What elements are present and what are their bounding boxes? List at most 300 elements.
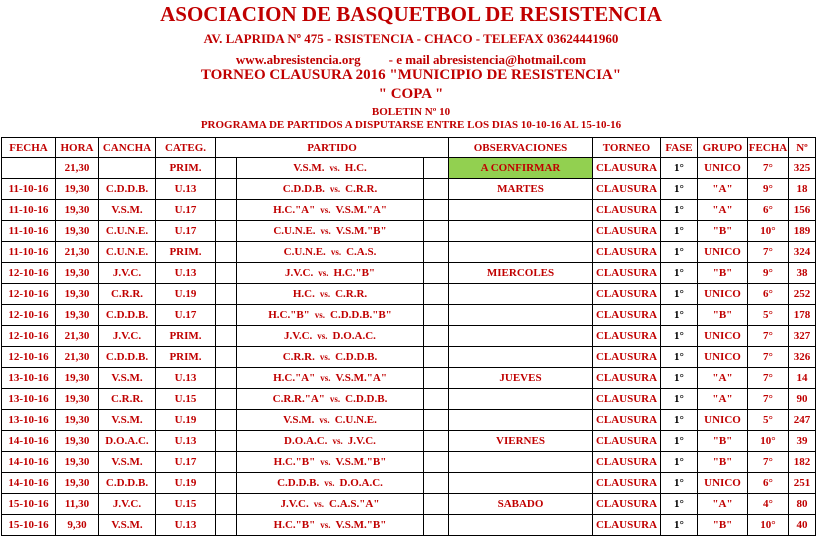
contact-line [0,52,822,68]
cell-spacer-right [424,158,449,179]
website-link[interactable]: www.abresistencia.org [235,52,361,67]
cell-categ: U.17 [156,452,216,473]
away-team: C.A.S. [346,246,377,258]
cell-grupo: "B" [698,221,748,242]
cell-cancha: J.V.C. [99,494,156,515]
cell-observaciones [449,221,593,242]
versus-label: vs. [324,478,335,488]
versus-label: vs. [329,394,341,404]
away-team: D.O.A.C. [339,477,383,489]
cell-numero: 182 [789,452,816,473]
cell-fecha-numero: 7° [748,158,789,179]
table-row [2,431,816,452]
table-row [2,263,816,284]
versus-label: vs. [320,520,331,530]
cell-hora: 19,30 [56,179,99,200]
versus-label: vs. [313,499,325,509]
cell-fase: 1° [661,200,698,221]
away-team: J.V.C. [347,435,376,447]
cell-spacer-right [424,452,449,473]
cell-torneo: CLAUSURA [593,515,661,536]
cell-observaciones: VIERNES [449,431,593,452]
cell-hora: 21,30 [56,326,99,347]
cell-grupo: "A" [698,494,748,515]
cell-fecha: 12-10-16 [2,347,56,368]
cell-spacer-left [216,473,237,494]
cell-fecha [2,158,56,179]
cell-cancha: C.R.R. [99,389,156,410]
cell-categ: PRIM. [156,347,216,368]
cell-fecha-numero: 7° [748,347,789,368]
home-team: C.D.D.B. [282,183,325,195]
cell-numero: 326 [789,347,816,368]
cell-categ: U.19 [156,284,216,305]
away-team: H.C."B" [333,267,376,279]
cell-fecha: 11-10-16 [2,221,56,242]
versus-label: vs. [320,226,331,236]
home-team: C.U.N.E. [273,225,316,237]
col-header-cancha: CANCHA [99,138,156,158]
cell-fecha: 15-10-16 [2,515,56,536]
cell-torneo: CLAUSURA [593,452,661,473]
cell-fecha-numero: 7° [748,389,789,410]
tournament-title: TORNEO CLAUSURA 2016 "MUNICIPIO DE RESISTENCIA" [200,67,622,83]
cell-observaciones [449,410,593,431]
cell-grupo: "B" [698,431,748,452]
cell-fase: 1° [661,473,698,494]
cell-numero: 156 [789,200,816,221]
cell-spacer-left [216,221,237,242]
cell-spacer-left [216,158,237,179]
cell-spacer-left [216,494,237,515]
cell-spacer-left [216,431,237,452]
cell-hora: 19,30 [56,431,99,452]
cell-observaciones [449,452,593,473]
cell-torneo: CLAUSURA [593,389,661,410]
cell-categ: U.19 [156,473,216,494]
table-row [2,200,816,221]
cell-fase: 1° [661,431,698,452]
cell-spacer-left [216,263,237,284]
table-row [2,473,816,494]
cell-partido [237,368,424,389]
cell-fase: 1° [661,347,698,368]
cell-observaciones [449,515,593,536]
cell-numero: 14 [789,368,816,389]
cell-partido [237,473,424,494]
away-team: V.S.M."B" [335,456,387,468]
schedule-table [1,137,816,536]
cell-cancha [99,158,156,179]
versus-label: vs. [330,247,342,257]
cell-torneo: CLAUSURA [593,305,661,326]
table-row [2,389,816,410]
cell-categ: U.15 [156,389,216,410]
cell-cancha: C.U.N.E. [99,242,156,263]
cell-spacer-left [216,452,237,473]
cell-categ: U.15 [156,494,216,515]
cell-observaciones [449,200,593,221]
table-row [2,347,816,368]
cell-numero: 40 [789,515,816,536]
table-row [2,284,816,305]
cell-spacer-right [424,221,449,242]
cell-partido [237,410,424,431]
cell-torneo: CLAUSURA [593,326,661,347]
col-header-numero: Nº [789,138,816,158]
home-team: H.C. [292,288,315,300]
cell-hora: 19,30 [56,410,99,431]
cell-cancha: J.V.C. [99,326,156,347]
table-row [2,326,816,347]
versus-label: vs. [329,163,340,173]
cell-cancha: C.D.D.B. [99,473,156,494]
cell-spacer-right [424,305,449,326]
cell-hora: 19,30 [56,452,99,473]
col-header-partido: PARTIDO [216,138,449,158]
versus-label: vs. [319,352,331,362]
cell-torneo: CLAUSURA [593,242,661,263]
cell-observaciones [449,347,593,368]
cell-spacer-right [424,431,449,452]
cell-partido [237,389,424,410]
table-row [2,158,816,179]
home-team: C.R.R. [282,351,315,363]
table-row [2,305,816,326]
versus-label: vs. [318,268,329,278]
away-team: D.O.A.C. [332,330,376,342]
away-team: C.D.D.B. [335,351,378,363]
away-team: V.S.M."B" [335,225,387,237]
cell-partido [237,200,424,221]
cell-spacer-left [216,284,237,305]
cell-fase: 1° [661,221,698,242]
cell-observaciones [449,389,593,410]
home-team: J.V.C. [280,498,309,510]
cell-fecha: 14-10-16 [2,452,56,473]
cell-spacer-right [424,284,449,305]
cell-numero: 90 [789,389,816,410]
cell-categ: U.17 [156,221,216,242]
cell-partido [237,515,424,536]
cell-cancha: C.R.R. [99,284,156,305]
cell-spacer-left [216,326,237,347]
versus-label: vs. [317,331,328,341]
cell-hora: 9,30 [56,515,99,536]
cell-grupo: "A" [698,200,748,221]
cell-fecha-numero: 6° [748,473,789,494]
cell-spacer-right [424,410,449,431]
cell-hora: 21,30 [56,347,99,368]
cell-hora: 21,30 [56,242,99,263]
versus-label: vs. [319,289,331,299]
cell-observaciones [449,473,593,494]
cell-numero: 324 [789,242,816,263]
cell-observaciones: MARTES [449,179,593,200]
cell-numero: 325 [789,158,816,179]
cell-fecha: 14-10-16 [2,473,56,494]
versus-label: vs. [332,436,343,446]
cell-categ: PRIM. [156,158,216,179]
cell-grupo: UNICO [698,158,748,179]
cell-spacer-right [424,179,449,200]
cell-spacer-right [424,515,449,536]
cell-fecha: 13-10-16 [2,368,56,389]
cup-title: " COPA " [378,86,444,102]
cell-grupo: "B" [698,515,748,536]
cell-spacer-left [216,515,237,536]
cell-hora: 19,30 [56,389,99,410]
association-title: ASOCIACION DE BASQUETBOL DE RESISTENCIA [160,2,662,26]
cell-fase: 1° [661,452,698,473]
cell-hora: 19,30 [56,473,99,494]
cell-spacer-right [424,326,449,347]
cell-fase: 1° [661,494,698,515]
cell-partido [237,326,424,347]
away-team: C.A.S."A" [329,498,380,510]
cell-spacer-right [424,473,449,494]
home-team: D.O.A.C. [284,435,328,447]
cell-torneo: CLAUSURA [593,494,661,515]
table-row [2,179,816,200]
cell-fecha-numero: 9° [748,179,789,200]
cell-spacer-left [216,305,237,326]
cell-fecha: 13-10-16 [2,389,56,410]
cell-fecha-numero: 10° [748,431,789,452]
versus-label: vs. [314,310,326,320]
cell-fecha: 14-10-16 [2,431,56,452]
cell-torneo: CLAUSURA [593,221,661,242]
cell-numero: 327 [789,326,816,347]
cell-fecha: 12-10-16 [2,326,56,347]
cell-fase: 1° [661,179,698,200]
table-row [2,494,816,515]
home-team: H.C."B" [273,519,316,531]
cell-fase: 1° [661,389,698,410]
cell-spacer-left [216,200,237,221]
home-team: V.S.M. [293,162,325,174]
table-row [2,221,816,242]
versus-label: vs. [329,184,341,194]
bulletin-number: BOLETIN Nº 10 [371,106,451,118]
cell-torneo: CLAUSURA [593,158,661,179]
home-team: C.U.N.E. [283,246,326,258]
cell-fase: 1° [661,305,698,326]
cell-spacer-left [216,368,237,389]
table-row [2,515,816,536]
cell-spacer-right [424,347,449,368]
col-header-observaciones: OBSERVACIONES [449,138,593,158]
cell-partido [237,221,424,242]
cell-categ: PRIM. [156,242,216,263]
table-row [2,410,816,431]
cell-fecha: 13-10-16 [2,410,56,431]
cell-fase: 1° [661,410,698,431]
cell-numero: 252 [789,284,816,305]
cell-grupo: "A" [698,368,748,389]
cell-fase: 1° [661,242,698,263]
cell-cancha: J.V.C. [99,263,156,284]
cell-categ: U.13 [156,179,216,200]
cell-hora: 19,30 [56,305,99,326]
cell-numero: 251 [789,473,816,494]
cell-cancha: C.U.N.E. [99,221,156,242]
home-team: J.V.C. [284,330,313,342]
cell-categ: U.17 [156,305,216,326]
cell-spacer-right [424,368,449,389]
table-row [2,242,816,263]
cell-fecha-numero: 5° [748,305,789,326]
cell-hora: 19,30 [56,263,99,284]
cell-spacer-left [216,410,237,431]
table-row [2,452,816,473]
cell-fecha: 12-10-16 [2,284,56,305]
cell-cancha: C.D.D.B. [99,305,156,326]
cell-torneo: CLAUSURA [593,263,661,284]
email-link[interactable]: - e mail abresistencia@hotmail.com [388,52,587,67]
cell-hora: 19,30 [56,368,99,389]
col-header-grupo: GRUPO [698,138,748,158]
cell-fecha: 11-10-16 [2,179,56,200]
cell-partido [237,431,424,452]
cell-observaciones [449,326,593,347]
cell-grupo: "B" [698,263,748,284]
cell-observaciones: A CONFIRMAR [449,158,593,179]
away-team: V.S.M."A" [335,372,387,384]
cell-categ: U.13 [156,431,216,452]
home-team: H.C."B" [268,309,310,321]
cell-spacer-right [424,200,449,221]
away-team: V.S.M."B" [335,519,387,531]
home-team: H.C."A" [273,204,316,216]
cell-torneo: CLAUSURA [593,473,661,494]
away-team: C.D.D.B. [345,393,388,405]
cell-fecha-numero: 7° [748,242,789,263]
cell-fecha: 11-10-16 [2,242,56,263]
home-team: H.C."B" [273,456,316,468]
cell-cancha: C.D.D.B. [99,179,156,200]
cell-spacer-left [216,347,237,368]
cell-grupo: "A" [698,389,748,410]
cell-observaciones [449,305,593,326]
cell-fecha-numero: 10° [748,515,789,536]
cell-cancha: V.S.M. [99,410,156,431]
cell-torneo: CLAUSURA [593,200,661,221]
cell-partido [237,242,424,263]
cell-numero: 189 [789,221,816,242]
versus-label: vs. [319,415,330,425]
cell-grupo: "B" [698,452,748,473]
cell-torneo: CLAUSURA [593,410,661,431]
cell-numero: 38 [789,263,816,284]
cell-categ: U.17 [156,200,216,221]
cell-torneo: CLAUSURA [593,431,661,452]
cell-spacer-right [424,263,449,284]
cell-observaciones [449,284,593,305]
cell-spacer-left [216,179,237,200]
cell-grupo: UNICO [698,326,748,347]
cell-fecha-numero: 9° [748,263,789,284]
away-team: C.R.R. [335,288,368,300]
address-line: AV. LAPRIDA Nº 475 - RSISTENCIA - CHACO - TELEFAX 03624441960 [203,31,619,46]
cell-grupo: UNICO [698,473,748,494]
cell-partido [237,494,424,515]
cell-hora: 21,30 [56,158,99,179]
away-team: C.D.D.B."B" [330,309,392,321]
cell-spacer-right [424,389,449,410]
cell-categ: U.13 [156,515,216,536]
cell-cancha: V.S.M. [99,368,156,389]
cell-hora: 19,30 [56,200,99,221]
home-team: J.V.C. [284,267,314,279]
program-subtitle: PROGRAMA DE PARTIDOS A DISPUTARSE ENTRE LOS DIAS 10-10-16 AL 15-10-16 [200,119,622,131]
cell-fase: 1° [661,368,698,389]
cell-numero: 80 [789,494,816,515]
cell-fecha-numero: 5° [748,410,789,431]
cell-observaciones [449,242,593,263]
cell-partido [237,347,424,368]
cell-partido [237,158,424,179]
cell-grupo: UNICO [698,242,748,263]
cell-cancha: V.S.M. [99,452,156,473]
table-header-row [2,138,816,158]
cell-partido [237,263,424,284]
cell-spacer-right [424,242,449,263]
cell-partido [237,179,424,200]
cell-fase: 1° [661,263,698,284]
cell-cancha: V.S.M. [99,200,156,221]
cell-hora: 19,30 [56,284,99,305]
cell-spacer-left [216,242,237,263]
cell-grupo: UNICO [698,284,748,305]
cell-fecha-numero: 7° [748,368,789,389]
cell-numero: 178 [789,305,816,326]
cell-spacer-right [424,494,449,515]
cell-observaciones: JUEVES [449,368,593,389]
home-team: C.R.R."A" [272,393,325,405]
cell-fecha-numero: 7° [748,452,789,473]
cell-fecha-numero: 4° [748,494,789,515]
home-team: H.C."A" [273,372,316,384]
cell-grupo: UNICO [698,347,748,368]
cell-torneo: CLAUSURA [593,368,661,389]
cell-cancha: D.O.A.C. [99,431,156,452]
cell-partido [237,452,424,473]
col-header-categ: CATEG. [156,138,216,158]
away-team: H.C. [344,162,367,174]
cell-grupo: "A" [698,179,748,200]
col-header-fecha-numero: FECHA [748,138,789,158]
cell-cancha: C.D.D.B. [99,347,156,368]
home-team: C.D.D.B. [277,477,320,489]
cell-fecha: 15-10-16 [2,494,56,515]
cell-partido [237,305,424,326]
cell-categ: U.13 [156,368,216,389]
cell-fecha: 11-10-16 [2,200,56,221]
col-header-hora: HORA [56,138,99,158]
home-team: V.S.M. [283,414,315,426]
col-header-fase: FASE [661,138,698,158]
cell-fase: 1° [661,158,698,179]
cell-fecha: 12-10-16 [2,305,56,326]
col-header-torneo: TORNEO [593,138,661,158]
versus-label: vs. [320,373,331,383]
away-team: V.S.M."A" [335,204,387,216]
cell-observaciones: SABADO [449,494,593,515]
table-row [2,368,816,389]
away-team: C.U.N.E. [334,414,377,426]
cell-observaciones: MIERCOLES [449,263,593,284]
